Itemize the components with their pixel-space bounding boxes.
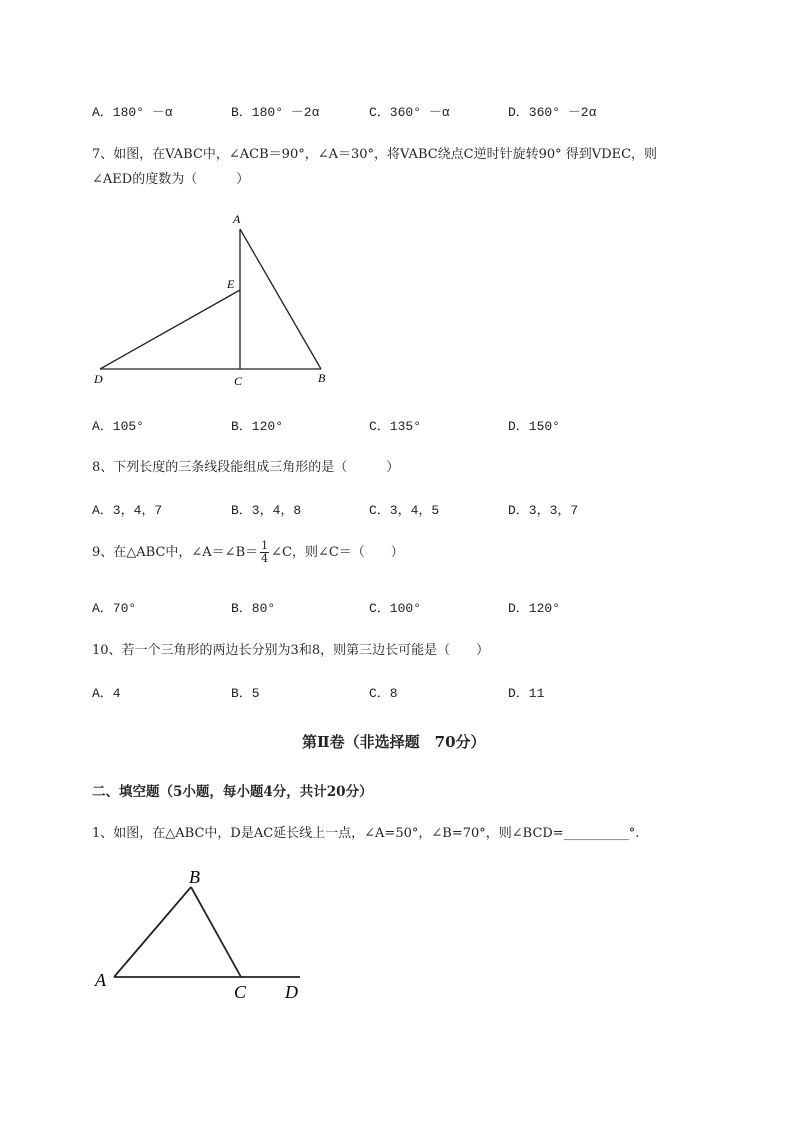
segment-de — [100, 290, 240, 369]
label-c: C — [234, 374, 243, 388]
q10-option-d: D．11 — [508, 686, 545, 701]
part2-title: 第Ⅱ卷（非选择题 70分） — [302, 733, 486, 751]
q8-option-a: A．3，4，7 — [92, 503, 163, 518]
label-d: D — [285, 982, 298, 1002]
segment-ab — [240, 229, 321, 369]
q7-option-a: A．105° — [92, 419, 145, 434]
q9-option-c: C．100° — [369, 601, 422, 616]
q9-stem — [92, 540, 404, 565]
label-c: C — [234, 982, 247, 1002]
q9-stem-after: ∠C，则∠C＝（ ） — [271, 545, 404, 560]
q9-fraction-denominator: 4 — [261, 552, 269, 565]
label-b: B — [189, 867, 200, 887]
q9-stem-before: 9、在△ABC中，∠A＝∠B＝ — [92, 545, 259, 560]
q7-stem-line2: ∠AED的度数为（ ） — [92, 172, 250, 187]
q9-option-a: A．70° — [92, 601, 137, 616]
label-e: E — [227, 277, 235, 291]
q7-triangle-figure — [88, 205, 348, 395]
q8-option-d: D．3，3，7 — [508, 503, 579, 518]
q7-stem-line1: 7、如图，在VABC中，∠ACB＝90°，∠A＝30°，将VABC绕点C逆时针旋转90° 得到VDEC，则 — [92, 147, 658, 162]
q6-option-d: D．360° －2α — [508, 105, 597, 120]
segment-bc — [191, 887, 241, 977]
q6-option-a: A．180° －α — [92, 105, 173, 120]
q6-option-c: C．360° －α — [369, 105, 450, 120]
q10-option-b: B．5 — [231, 686, 260, 701]
fill-in-section-heading: 二、填空题（5小题，每小题4分，共计20分） — [92, 784, 373, 800]
q10-option-c: C．8 — [369, 686, 398, 701]
q7-option-d: D．150° — [508, 419, 561, 434]
q10-stem: 10、若一个三角形的两边长分别为3和8，则第三边长可能是（ ） — [92, 643, 490, 658]
q9-option-b: B．80° — [231, 601, 276, 616]
fill1-stem: 1、如图，在△ABC中，D是AC延长线上一点，∠A=50°，∠B=70°，则∠BCD=__________°. — [92, 826, 640, 841]
q9-fraction-numerator: 1 — [261, 539, 269, 552]
q9-fraction — [260, 540, 269, 565]
q6-option-b: B．180° －2α — [231, 105, 320, 120]
label-a: A — [233, 212, 241, 226]
label-b: B — [318, 371, 326, 385]
q7-option-b: B．120° — [231, 419, 284, 434]
q9-option-d: D．120° — [508, 601, 561, 616]
q10-option-a: A．4 — [92, 686, 121, 701]
fill1-triangle-figure — [88, 860, 318, 1005]
label-d: D — [94, 372, 103, 386]
q7-option-c: C．135° — [369, 419, 422, 434]
q8-option-c: C．3，4，5 — [369, 503, 440, 518]
q8-option-b: B．3，4，8 — [231, 503, 302, 518]
q8-stem: 8、下列长度的三条线段能组成三角形的是（ ） — [92, 460, 400, 475]
segment-ab — [114, 887, 191, 977]
label-a: A — [95, 970, 106, 990]
